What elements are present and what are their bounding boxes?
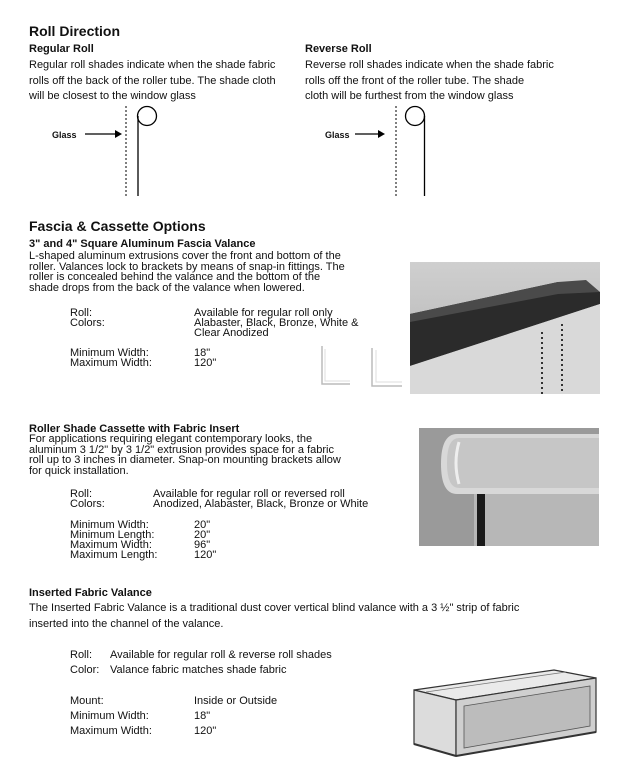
fascia-title: Fascia & Cassette Options <box>29 218 206 234</box>
size-value: 18" <box>194 710 211 722</box>
reverse-roll-description <box>305 58 580 105</box>
size-value: 96" <box>194 539 211 551</box>
spec-value: Available for regular roll or reversed roll <box>153 488 345 500</box>
roller-tube-icon <box>138 107 157 126</box>
text-line: rolls off the back of the roller tube. The shade cloth <box>29 74 276 87</box>
size-label: Minimum Width: <box>70 347 149 359</box>
text-line: for quick installation. <box>29 464 129 477</box>
roll-direction-title: Roll Direction <box>29 23 121 39</box>
size-value: 120" <box>194 725 217 737</box>
size-label: Minimum Width: <box>70 519 149 531</box>
spec-label: Colors: <box>70 317 105 329</box>
text-line: For applications requiring elegant contemporary looks, the <box>29 433 313 445</box>
regular-roll-heading: Regular Roll <box>29 43 94 55</box>
spec-label: Roll: <box>70 488 93 500</box>
size-label: Maximum Width: <box>70 725 152 737</box>
reverse-roll-heading: Reverse Roll <box>305 43 372 55</box>
arrow-head-icon <box>378 130 385 138</box>
fascia-valance-photo <box>410 262 600 394</box>
text-line: roller. Valances lock to brackets by means of snap-in fittings. The <box>29 260 345 273</box>
text-line: shade drops from the back of the valance when lowered. <box>29 281 305 294</box>
inserted-valance-drawing <box>404 652 604 762</box>
spec-value: Available for regular roll & reverse roll shades <box>110 649 332 661</box>
size-value: 120" <box>194 357 217 369</box>
text-line: Reverse roll shades indicate when the shade fabric <box>305 59 554 71</box>
cassette-description <box>29 434 389 476</box>
size-label: Maximum Length: <box>70 549 158 561</box>
inserted-valance-heading: Inserted Fabric Valance <box>29 587 152 599</box>
size-value: 18" <box>194 347 211 359</box>
text-line: aluminum 3 1/2" by 3 1/2" extrusion provides space for a fabric <box>29 443 334 456</box>
size-label: Minimum Length: <box>70 529 155 541</box>
size-label: Mount: <box>70 695 104 707</box>
arrow-head-icon <box>115 130 122 138</box>
regular-roll-description <box>29 58 299 105</box>
size-label: Minimum Width: <box>70 710 149 722</box>
text-line: roller is concealed behind the valance and the bottom of the <box>29 271 321 283</box>
cassette-photo <box>419 428 599 546</box>
spec-value: Anodized, Alabaster, Black, Bronze or White <box>153 498 369 510</box>
size-value: Inside or Outside <box>194 695 278 707</box>
size-value: 20" <box>194 529 211 541</box>
spec-value: Clear Anodized <box>194 327 269 339</box>
regular-roll-diagram <box>82 102 172 198</box>
text-line: rolls off the front of the roller tube. The shade <box>305 74 525 87</box>
text-line: will be closest to the window glass <box>29 90 196 102</box>
roller-tube-icon <box>406 107 425 126</box>
text-line: The Inserted Fabric Valance is a traditional dust cover vertical blind valance with a 3 ½" strip of fabric <box>29 602 520 614</box>
spec-value: Alabaster, Black, Bronze, White & <box>194 317 359 329</box>
size-label: Maximum Width: <box>70 357 152 369</box>
spec-label: Colors: <box>70 498 105 510</box>
spec-label: Color: <box>70 664 100 676</box>
spec-value: Available for regular roll only <box>194 307 333 319</box>
l-profile-sketch <box>312 340 407 392</box>
text-line: L-shaped aluminum extrusions cover the front and bottom of the <box>29 250 341 262</box>
spec-label: Roll: <box>70 307 93 319</box>
cassette-heading: Roller Shade Cassette with Fabric Insert <box>29 423 240 435</box>
spec-value: Valance fabric matches shade fabric <box>110 664 287 676</box>
square-fascia-heading: 3" and 4" Square Aluminum Fascia Valance <box>29 238 256 250</box>
size-value: 20" <box>194 519 211 531</box>
text-line: inserted into the channel of the valance. <box>29 617 224 630</box>
spec-label: Roll: <box>70 649 93 661</box>
glass-label-reverse: Glass <box>325 130 350 140</box>
text-line: roll up to 3 inches in diameter. Snap-on mounting brackets allow <box>29 454 341 466</box>
square-fascia-description <box>29 251 389 293</box>
text-line: Regular roll shades indicate when the shade fabric <box>29 59 276 71</box>
text-line: cloth will be furthest from the window glass <box>305 90 514 102</box>
size-value: 120" <box>194 549 217 561</box>
glass-label-regular: Glass <box>52 130 77 140</box>
inserted-valance-description <box>29 601 609 632</box>
reverse-roll-diagram <box>352 102 442 198</box>
size-label: Maximum Width: <box>70 539 152 551</box>
